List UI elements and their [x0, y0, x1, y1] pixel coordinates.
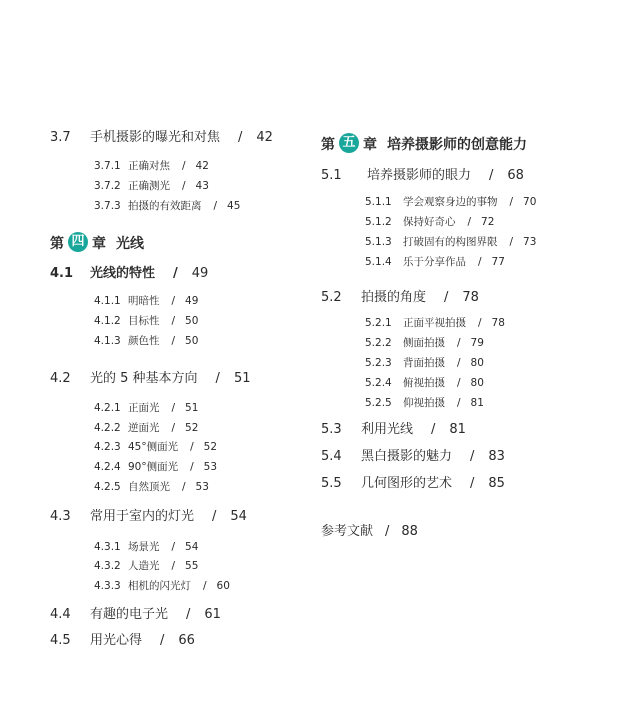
- toc-entry: 5.1 培养摄影师的眼力 / 68: [321, 168, 524, 183]
- chapter-heading-5: 第 五 章 培养摄影师的创意能力: [321, 135, 527, 153]
- chapter-number-badge: 四: [68, 232, 88, 252]
- toc-entry: 4.5 用光心得 / 66: [50, 633, 195, 648]
- toc-entry: 4.1.2 目标性 / 50: [94, 315, 199, 327]
- toc-entry: 4.3.3 相机的闪光灯 / 60: [94, 580, 230, 592]
- toc-entry: 4.2.2 逆面光 / 52: [94, 422, 199, 434]
- chapter-number-badge: 五: [339, 133, 359, 153]
- toc-entry: 4.2.5 自然顶光 / 53: [94, 481, 209, 493]
- toc-entry: 5.2.4 俯视拍摄 / 80: [365, 377, 484, 389]
- toc-entry: 5.2.3 背面拍摄 / 80: [365, 357, 484, 369]
- toc-entry: 5.4 黑白摄影的魅力 / 83: [321, 449, 505, 464]
- toc-entry: 5.1.2 保持好奇心 / 72: [365, 216, 495, 228]
- toc-entry: 4.1.1 明暗性 / 49: [94, 295, 199, 307]
- toc-entry: 3.7.1 正确对焦 / 42: [94, 160, 209, 172]
- toc-entry: 4.2 光的 5 种基本方向 / 51: [50, 371, 251, 386]
- toc-entry: 5.2.5 仰视拍摄 / 81: [365, 397, 484, 409]
- toc-entry: 4.1 光线的特性 / 49: [50, 266, 209, 281]
- toc-entry: 5.3 利用光线 / 81: [321, 422, 466, 437]
- toc-entry: 5.1.4 乐于分享作品 / 77: [365, 256, 505, 268]
- chapter-heading-4: 第 四 章 光线: [50, 234, 144, 252]
- toc-entry: 5.5 几何图形的艺术 / 85: [321, 476, 505, 491]
- toc-entry: 4.4 有趣的电子光 / 61: [50, 607, 221, 622]
- toc-entry: 5.2.2 侧面拍摄 / 79: [365, 337, 484, 349]
- toc-entry: 3.7.3 拍摄的有效距离 / 45: [94, 200, 241, 212]
- toc-entry: 5.1.1 学会观察身边的事物 / 70: [365, 196, 537, 208]
- toc-entry: 5.2 拍摄的角度 / 78: [321, 290, 479, 305]
- toc-entry: 4.3.2 人造光 / 55: [94, 560, 199, 572]
- toc-entry: 4.3.1 场景光 / 54: [94, 541, 199, 553]
- toc-entry: 4.2.1 正面光 / 51: [94, 402, 199, 414]
- toc-entry: 3.7 手机摄影的曝光和对焦 / 42: [50, 130, 273, 145]
- toc-entry: 5.1.3 打破固有的构图界限 / 73: [365, 236, 537, 248]
- toc-entry: 4.2.4 90°侧面光 / 53: [94, 461, 218, 473]
- toc-entry: 3.7.2 正确测光 / 43: [94, 180, 209, 192]
- toc-entry: 5.2.1 正面平视拍摄 / 78: [365, 317, 505, 329]
- toc-entry-references: 参考文献 / 88: [321, 524, 418, 539]
- toc-entry: 4.1.3 颜色性 / 50: [94, 335, 199, 347]
- toc-entry: 4.3 常用于室内的灯光 / 54: [50, 509, 247, 524]
- toc-entry: 4.2.3 45°侧面光 / 52: [94, 441, 218, 453]
